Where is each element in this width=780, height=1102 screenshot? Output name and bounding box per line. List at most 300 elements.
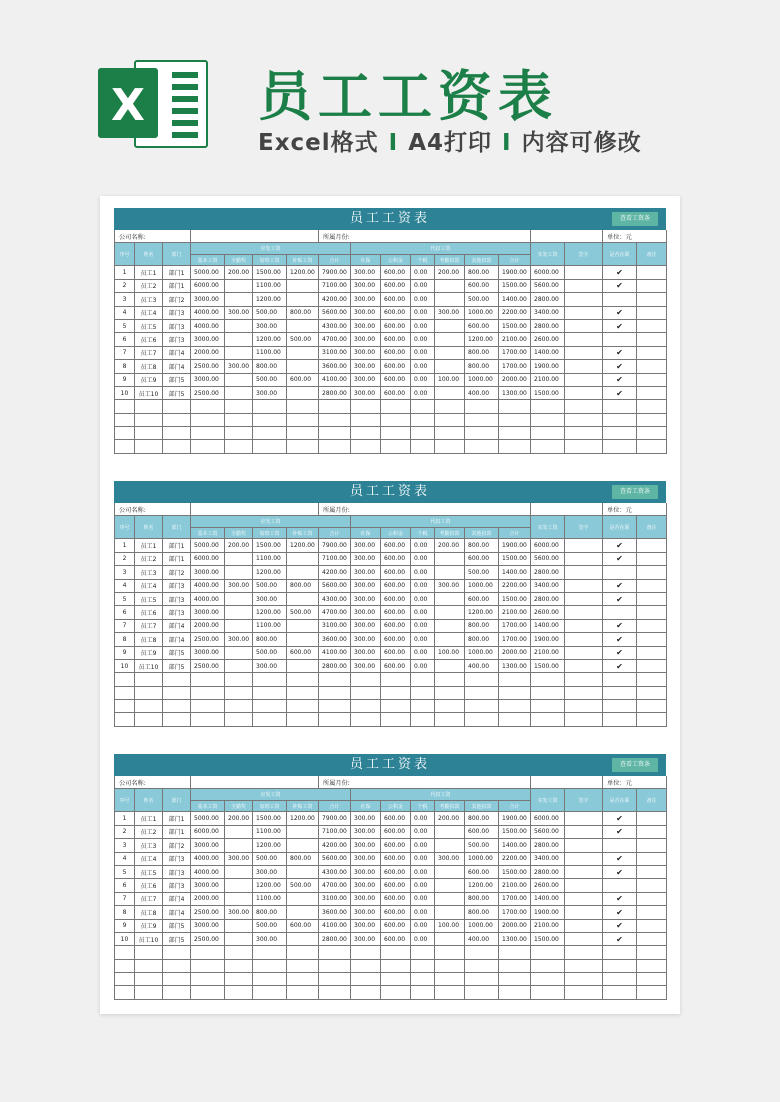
table-row [115,346,667,359]
table-cell [465,440,499,453]
table-row [115,566,667,579]
table-cell: 1900.00 [499,812,531,825]
table-cell [565,713,603,726]
check-mark-icon: ✔ [603,552,637,565]
table-cell: 1200.00 [465,606,499,619]
table-cell [287,279,319,292]
table-cell: 2800.00 [319,932,351,945]
table-cell: 300.00 [253,386,287,399]
table-cell: 2 [115,825,135,838]
table-cell [565,932,603,945]
table-cell: 2800.00 [319,659,351,672]
table-cell: 7 [115,346,135,359]
table-cell [565,659,603,672]
table-cell: 3000.00 [191,919,225,932]
table-cell: 部门4 [163,346,191,359]
table-cell: 4300.00 [319,592,351,605]
check-mark-icon: ✔ [603,812,637,825]
table-cell [435,319,465,332]
table-cell [253,413,287,426]
table-cell [465,986,499,999]
table-cell: 2800.00 [531,293,565,306]
table-cell [499,427,531,440]
table-cell: 4100.00 [319,373,351,386]
table-cell [603,973,637,986]
table-cell: 500.00 [287,879,319,892]
table-cell: 部门5 [163,659,191,672]
table-cell [225,646,253,659]
check-mark-icon: ✔ [603,306,637,319]
table-cell: 部门1 [163,266,191,279]
table-cell: 600.00 [381,373,411,386]
table-cell [351,700,381,713]
table-cell: 300.00 [351,852,381,865]
table-cell: 7 [115,892,135,905]
table-cell [381,673,411,686]
view-payslip-button[interactable]: 查看工资条 [612,485,658,499]
table-cell [225,293,253,306]
table-cell: 800.00 [465,539,499,552]
table-cell [411,440,435,453]
table-cell: 200.00 [435,266,465,279]
table-cell [115,413,135,426]
table-cell: 1000.00 [465,306,499,319]
table-cell [225,386,253,399]
table-cell [191,986,225,999]
check-mark-icon: ✔ [603,633,637,646]
table-cell: 5600.00 [319,852,351,865]
table-cell [565,373,603,386]
table-cell: 2000.00 [191,619,225,632]
table-cell: 1000.00 [465,852,499,865]
company-name-label: 公司名称: [115,503,191,516]
table-row [115,659,667,672]
table-row [115,919,667,932]
table-cell: 1500.00 [499,592,531,605]
table-cell: 9 [115,919,135,932]
table-cell: 1400.00 [499,566,531,579]
table-cell: 600.00 [465,825,499,838]
table-cell [287,946,319,959]
subheader-cell: 合计 [499,255,531,266]
table-cell: 1500.00 [531,659,565,672]
table-row [115,812,667,825]
table-cell [531,973,565,986]
header-remark: 备注 [637,516,667,539]
view-payslip-button[interactable]: 查看工资条 [612,758,658,772]
table-cell: 员工2 [135,825,163,838]
table-cell: 0.00 [411,333,435,346]
table-cell: 部门1 [163,539,191,552]
table-cell: 3600.00 [319,633,351,646]
table-cell: 3000.00 [191,606,225,619]
table-cell [287,959,319,972]
table-cell [287,346,319,359]
table-cell: 3400.00 [531,579,565,592]
empty-row [115,400,667,413]
table-cell [253,973,287,986]
table-cell: 0.00 [411,919,435,932]
table-cell: 800.00 [465,346,499,359]
header-actual: 实发工资 [531,789,565,812]
table-cell: 1000.00 [465,646,499,659]
table-cell [435,386,465,399]
table-cell: 员工4 [135,306,163,319]
table-cell: 300.00 [351,579,381,592]
table-row [115,839,667,852]
table-cell: 7100.00 [319,552,351,565]
table-row [115,360,667,373]
table-cell [531,673,565,686]
table-cell [499,973,531,986]
subheader-cell: 公积金 [381,528,411,539]
table-cell: 5000.00 [191,539,225,552]
table-cell [499,673,531,686]
check-mark-icon: ✔ [603,865,637,878]
table-cell: 1200.00 [465,879,499,892]
table-cell [287,700,319,713]
page-title: 员工工资表 [258,65,558,128]
table-cell: 10 [115,932,135,945]
table-cell [287,659,319,672]
table-cell: 300.00 [253,932,287,945]
table-cell: 部门3 [163,333,191,346]
table-row [115,825,667,838]
table-cell: 300.00 [351,293,381,306]
table-cell: 3000.00 [191,646,225,659]
table-cell: 1500.00 [253,812,287,825]
table-cell: 1500.00 [499,279,531,292]
table-row [115,579,667,592]
empty-row [115,427,667,440]
table-cell: 1 [115,266,135,279]
table-cell: 员工10 [135,386,163,399]
table-cell [225,932,253,945]
table-cell: 部门1 [163,812,191,825]
table-cell [411,673,435,686]
table-cell [381,440,411,453]
empty-row [115,440,667,453]
table-cell: 800.00 [253,360,287,373]
table-cell: 员工2 [135,552,163,565]
table-cell [637,413,667,426]
table-cell [163,700,191,713]
table-cell: 部门4 [163,633,191,646]
table-cell: 4300.00 [319,865,351,878]
table-cell [135,400,163,413]
table-cell [287,892,319,905]
table-cell: 5000.00 [191,812,225,825]
table-cell: 4 [115,852,135,865]
table-cell: 4000.00 [191,852,225,865]
table-cell: 1500.00 [499,319,531,332]
table-cell [637,892,667,905]
table-cell [565,279,603,292]
table-cell: 1000.00 [465,919,499,932]
table-cell [565,413,603,426]
table-cell: 600.00 [381,319,411,332]
table-cell: 5600.00 [531,552,565,565]
table-cell: 0.00 [411,592,435,605]
table-row [115,306,667,319]
table-cell [637,879,667,892]
check-mark-icon: ✔ [603,266,637,279]
subtitle-separator: I [502,130,512,156]
table-cell [287,319,319,332]
table-cell [135,986,163,999]
company-name-value [191,776,319,789]
table-cell: 2500.00 [191,386,225,399]
table-cell [381,686,411,699]
table-row [115,293,667,306]
table-cell: 3400.00 [531,306,565,319]
table-cell: 600.00 [381,539,411,552]
table-cell: 1 [115,539,135,552]
subtitle-print: A4打印 [408,130,493,156]
table-cell: 0.00 [411,579,435,592]
table-cell [637,293,667,306]
table-cell [411,427,435,440]
table-cell [411,400,435,413]
table-cell: 7900.00 [319,266,351,279]
table-cell [115,673,135,686]
table-cell [135,440,163,453]
table-cell [351,686,381,699]
table-cell: 1200.00 [253,839,287,852]
table-cell [637,566,667,579]
table-cell [115,700,135,713]
subheader-cell: 考勤扣款 [435,801,465,812]
subheader-cell: 公积金 [381,255,411,266]
subheader-cell: 公积金 [381,801,411,812]
table-cell: 1500.00 [531,932,565,945]
table-cell: 6000.00 [191,825,225,838]
table-cell: 4000.00 [191,319,225,332]
table-cell: 3000.00 [191,566,225,579]
table-cell [135,700,163,713]
table-cell: 3600.00 [319,360,351,373]
table-cell: 1000.00 [465,579,499,592]
table-cell: 4700.00 [319,606,351,619]
table-cell: 800.00 [465,812,499,825]
subheader-cell: 考勤扣款 [435,528,465,539]
payroll-sheet [114,754,666,1000]
check-mark-icon [603,293,637,306]
table-cell: 0.00 [411,552,435,565]
table-cell: 600.00 [381,293,411,306]
table-cell: 1500.00 [253,266,287,279]
table-cell [637,839,667,852]
table-cell [351,986,381,999]
table-cell [225,413,253,426]
check-mark-icon: ✔ [603,659,637,672]
table-cell: 1200.00 [253,566,287,579]
table-cell [531,700,565,713]
table-cell: 0.00 [411,825,435,838]
table-cell [287,986,319,999]
empty-row [115,959,667,972]
table-cell: 300.00 [351,825,381,838]
table-cell: 3600.00 [319,906,351,919]
header-deduct: 代扣工资 [351,789,531,801]
unit-label: 单位：元 [603,503,667,516]
table-cell: 部门2 [163,293,191,306]
table-cell [603,673,637,686]
table-cell: 1300.00 [499,932,531,945]
subheader-cell: 其他扣款 [465,255,499,266]
subheader-cell: 个税 [411,528,435,539]
table-cell: 2800.00 [531,592,565,605]
table-cell: 1200.00 [287,266,319,279]
table-cell: 300.00 [351,812,381,825]
table-cell: 300.00 [253,319,287,332]
table-cell [435,986,465,999]
table-cell [287,413,319,426]
table-cell [565,906,603,919]
check-mark-icon: ✔ [603,279,637,292]
table-cell: 4100.00 [319,646,351,659]
table-cell [115,440,135,453]
table-cell: 5600.00 [319,306,351,319]
table-cell [225,919,253,932]
table-cell [637,266,667,279]
table-cell [191,673,225,686]
table-cell: 1500.00 [499,865,531,878]
table-cell: 1200.00 [287,539,319,552]
table-cell: 员工3 [135,566,163,579]
table-cell [565,812,603,825]
empty-row [115,700,667,713]
view-payslip-button[interactable]: 查看工资条 [612,212,658,226]
table-cell [637,986,667,999]
table-cell: 300.00 [351,619,381,632]
table-cell: 0.00 [411,293,435,306]
empty-row [115,686,667,699]
table-cell [565,400,603,413]
table-cell: 300.00 [225,906,253,919]
table-cell: 500.00 [253,373,287,386]
table-cell [225,373,253,386]
table-cell: 6 [115,606,135,619]
table-cell [135,413,163,426]
table-cell [319,413,351,426]
table-cell [603,413,637,426]
table-cell [499,959,531,972]
table-cell: 600.00 [381,852,411,865]
table-cell [603,440,637,453]
table-cell: 2800.00 [531,865,565,878]
table-cell [637,825,667,838]
table-cell: 1700.00 [499,360,531,373]
table-cell: 员工4 [135,579,163,592]
table-cell [565,592,603,605]
table-cell: 部门3 [163,865,191,878]
header-onjob: 是否在职 [603,243,637,266]
table-cell [435,592,465,605]
subheader-cell: 全勤奖 [225,255,253,266]
table-cell: 1100.00 [253,346,287,359]
table-cell: 5 [115,319,135,332]
table-cell: 600.00 [287,919,319,932]
table-cell: 300.00 [225,579,253,592]
table-cell [435,839,465,852]
table-cell [319,973,351,986]
table-cell [565,825,603,838]
subheader-cell: 社保 [351,801,381,812]
table-cell: 2100.00 [499,879,531,892]
table-cell: 1400.00 [531,619,565,632]
table-cell [565,319,603,332]
table-cell: 部门3 [163,319,191,332]
table-cell: 1000.00 [465,373,499,386]
company-name-label: 公司名称: [115,776,191,789]
table-cell: 员工10 [135,932,163,945]
table-cell [435,566,465,579]
table-cell [637,319,667,332]
check-mark-icon: ✔ [603,825,637,838]
table-cell [499,440,531,453]
table-cell: 2100.00 [531,646,565,659]
table-cell [115,959,135,972]
table-cell: 600.00 [381,879,411,892]
table-cell: 300.00 [435,852,465,865]
table-cell [637,946,667,959]
table-cell: 2600.00 [531,606,565,619]
table-cell: 2100.00 [499,333,531,346]
table-cell [287,592,319,605]
table-cell [351,973,381,986]
table-cell [637,360,667,373]
table-cell [225,346,253,359]
table-cell [287,619,319,632]
table-cell [287,673,319,686]
table-cell: 600.00 [381,360,411,373]
table-cell [225,865,253,878]
table-cell [411,700,435,713]
table-cell [531,959,565,972]
table-cell [225,400,253,413]
table-cell: 600.00 [381,606,411,619]
table-cell: 1500.00 [253,539,287,552]
table-cell [465,973,499,986]
table-row [115,852,667,865]
table-cell: 6000.00 [531,812,565,825]
check-mark-icon [603,879,637,892]
table-cell: 9 [115,373,135,386]
table-cell: 300.00 [351,319,381,332]
table-cell: 5600.00 [531,825,565,838]
table-cell: 8 [115,633,135,646]
month-label: 所属月份: [319,230,531,243]
table-cell: 600.00 [381,386,411,399]
table-cell [565,852,603,865]
table-cell [191,946,225,959]
subheader-cell: 全勤奖 [225,801,253,812]
table-cell [253,400,287,413]
table-cell: 4700.00 [319,879,351,892]
unit-label: 单位：元 [603,230,667,243]
table-cell [565,986,603,999]
table-cell: 0.00 [411,619,435,632]
table-cell: 400.00 [465,659,499,672]
check-mark-icon [603,566,637,579]
table-cell [411,713,435,726]
table-cell: 2200.00 [499,306,531,319]
payroll-table [114,230,667,454]
table-cell: 1500.00 [499,552,531,565]
check-mark-icon: ✔ [603,539,637,552]
table-cell: 部门1 [163,279,191,292]
